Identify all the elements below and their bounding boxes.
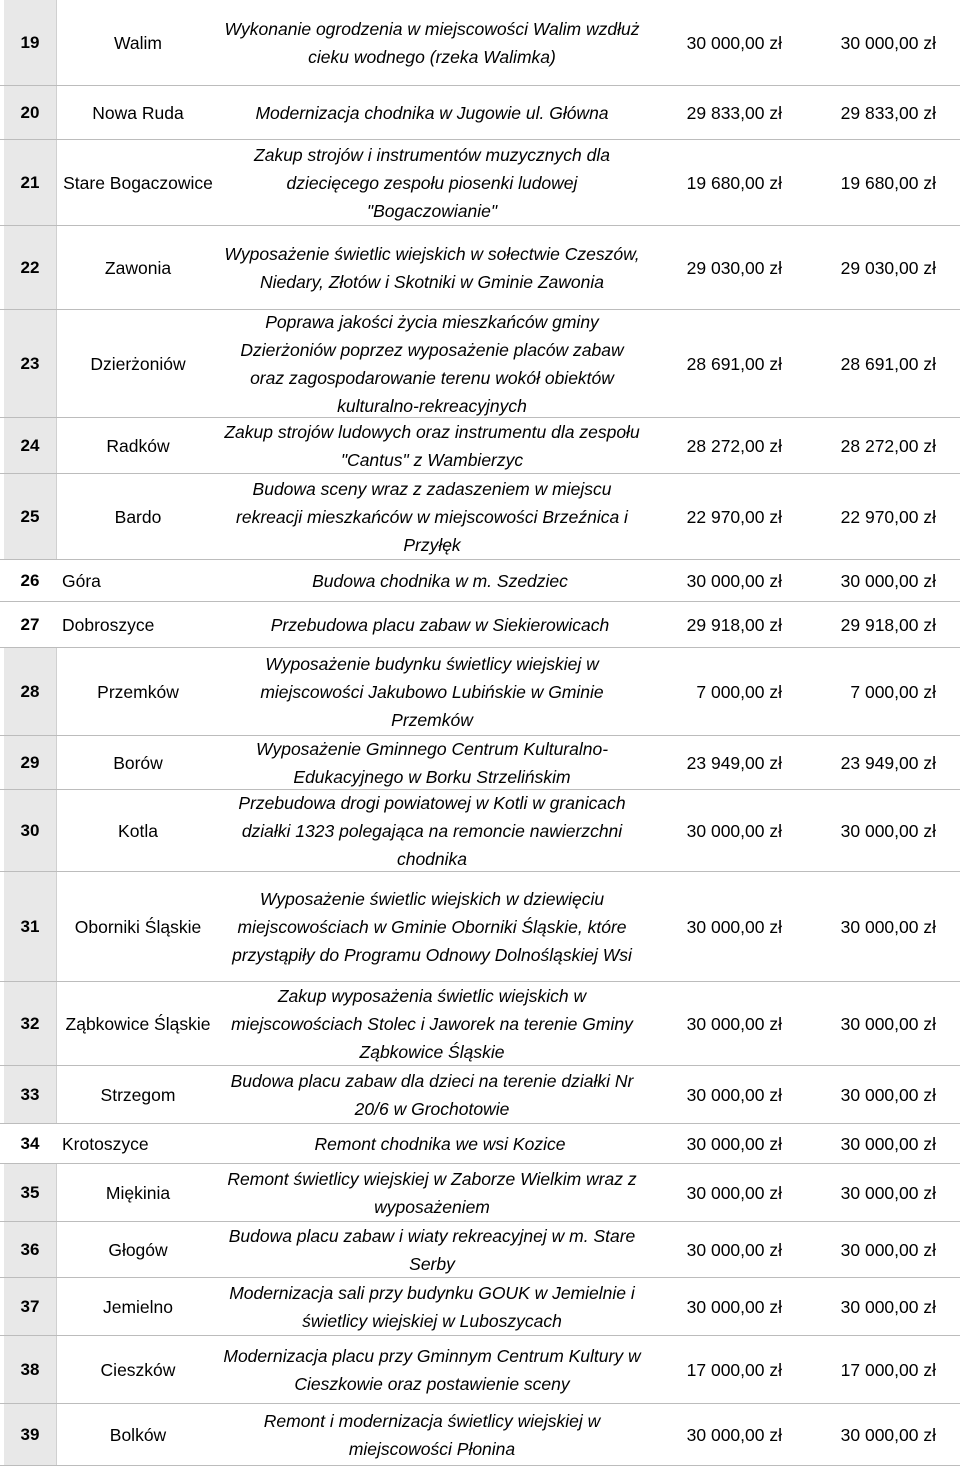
gmina-name <box>58 1336 218 1404</box>
row-number-text: 29 <box>20 753 40 772</box>
row-number <box>4 1124 56 1164</box>
row-number <box>4 474 56 560</box>
task-description-text: Budowa chodnika w m. Szedziec <box>312 571 568 591</box>
row-number <box>4 226 56 310</box>
row-number <box>4 0 56 86</box>
amount-granted <box>786 1164 936 1222</box>
task-description-text: Budowa placu zabaw dla dzieci na terenie działki Nr 20/6 w Grochotowie <box>230 1071 634 1119</box>
amount-requested-text: 30 000,00 zł <box>686 1297 782 1317</box>
table-row <box>0 1066 960 1124</box>
row-number-text: 31 <box>20 917 40 936</box>
amount-granted-text: 30 000,00 zł <box>840 917 936 937</box>
amount-granted <box>786 872 936 982</box>
amount-granted <box>786 982 936 1066</box>
amount-granted-text: 22 970,00 zł <box>840 507 936 527</box>
amount-granted <box>786 790 936 872</box>
amount-granted-text: 23 949,00 zł <box>840 753 936 773</box>
gmina-name <box>58 1278 218 1336</box>
gmina-name-text: Oborniki Śląskie <box>74 917 202 937</box>
task-description-text: Modernizacja sali przy budynku GOUK w Jemielnie i świetlicy wiejskiej w Luboszycach <box>229 1283 635 1331</box>
table-row <box>0 1404 960 1466</box>
task-description-text: Zakup wyposażenia świetlic wiejskich w miejscowościach Stolec i Jaworek na terenie Gminy Ząbkowice Śląskie <box>231 986 633 1062</box>
amount-granted <box>786 1222 936 1278</box>
amount-granted <box>786 474 936 560</box>
amount-granted <box>786 1066 936 1124</box>
table-row <box>0 310 960 418</box>
amount-granted <box>786 226 936 310</box>
row-number-text: 37 <box>20 1297 40 1316</box>
row-number-text: 38 <box>20 1360 40 1379</box>
task-description-text: Zakup strojów ludowych oraz instrumentu dla zespołu "Cantus" z Wambierzyc <box>224 422 640 470</box>
table-row <box>0 1278 960 1336</box>
gmina-name-text: Dobroszyce <box>62 615 155 635</box>
gmina-name <box>58 648 218 736</box>
amount-requested-text: 30 000,00 zł <box>686 1183 782 1203</box>
task-description <box>222 474 642 560</box>
amount-granted-text: 17 000,00 zł <box>840 1360 936 1380</box>
gmina-name-text: Zawonia <box>104 258 172 278</box>
amount-requested <box>640 982 782 1066</box>
task-description <box>222 0 642 86</box>
row-number-text: 30 <box>20 821 40 840</box>
table-row <box>0 418 960 474</box>
amount-granted <box>786 140 936 226</box>
amount-requested-text: 30 000,00 zł <box>686 571 782 591</box>
task-description-text: Budowa sceny wraz z zadaszeniem w miejscu rekreacji mieszkańców w miejscowości Brzeźnica i Przyłęk <box>236 479 628 555</box>
table-row <box>0 1222 960 1278</box>
amount-granted-text: 19 680,00 zł <box>840 173 936 193</box>
amount-requested <box>640 560 782 602</box>
gmina-name <box>58 982 218 1066</box>
gmina-name <box>58 1164 218 1222</box>
amount-granted <box>786 648 936 736</box>
task-description <box>222 1066 642 1124</box>
gmina-name-text: Bolków <box>109 1425 167 1445</box>
amount-granted-text: 30 000,00 zł <box>840 33 936 53</box>
amount-requested <box>640 1278 782 1336</box>
row-number <box>4 418 56 474</box>
task-description-text: Przebudowa drogi powiatowej w Kotli w granicach działki 1323 polegająca na remoncie nawierzchni chodnika <box>238 793 626 869</box>
amount-requested <box>640 310 782 418</box>
task-description-text: Wykonanie ogrodzenia w miejscowości Walim wzdłuż cieku wodnego (rzeka Walimka) <box>224 19 640 67</box>
table-row <box>0 474 960 560</box>
amount-requested-text: 30 000,00 zł <box>686 1240 782 1260</box>
gmina-name-text: Borów <box>113 753 163 773</box>
amount-granted-text: 28 691,00 zł <box>840 354 936 374</box>
amount-requested-text: 7 000,00 zł <box>696 682 782 702</box>
table-row <box>0 140 960 226</box>
gmina-name-text: Nowa Ruda <box>92 103 184 123</box>
table-row <box>0 982 960 1066</box>
task-description-text: Wyposażenie budynku świetlicy wiejskiej w miejscowości Jakubowo Lubińskie w Gminie Przemków <box>260 654 604 730</box>
amount-requested-text: 29 918,00 zł <box>686 615 782 635</box>
amount-requested-text: 30 000,00 zł <box>686 1014 782 1034</box>
amount-requested-text: 30 000,00 zł <box>686 821 782 841</box>
table-row <box>0 0 960 86</box>
gmina-name-text: Bardo <box>114 507 162 527</box>
task-description <box>230 560 650 602</box>
task-description-text: Wyposażenie świetlic wiejskich w dziewięciu miejscowościach w Gminie Oborniki Śląskie, które przystąpiły do Programu Odnowy Dolnośląskiej Wsi <box>232 889 632 965</box>
gmina-name-text: Cieszków <box>100 1360 176 1380</box>
task-description-text: Remont i modernizacja świetlicy wiejskiej w miejscowości Płonina <box>263 1411 601 1459</box>
gmina-name <box>58 86 218 140</box>
task-description <box>222 736 642 790</box>
amount-granted-text: 30 000,00 zł <box>840 571 936 591</box>
gmina-name <box>58 736 218 790</box>
gmina-name <box>62 1124 242 1164</box>
task-description <box>222 1404 642 1466</box>
amount-requested-text: 29 833,00 zł <box>686 103 782 123</box>
row-number-text: 21 <box>20 173 40 192</box>
row-number-text: 39 <box>20 1425 40 1444</box>
amount-granted-text: 30 000,00 zł <box>840 1014 936 1034</box>
table-row <box>0 1164 960 1222</box>
amount-granted <box>786 1404 936 1466</box>
amount-granted-text: 29 030,00 zł <box>840 258 936 278</box>
row-number <box>4 1222 56 1278</box>
amount-requested <box>640 1164 782 1222</box>
amount-requested-text: 30 000,00 zł <box>686 33 782 53</box>
row-number <box>4 602 56 648</box>
gmina-name-text: Góra <box>62 571 101 591</box>
gmina-name <box>58 0 218 86</box>
task-description-text: Wyposażenie świetlic wiejskich w sołectwie Czeszów, Niedary, Złotów i Skotniki w Gminie Zawonia <box>224 244 640 292</box>
amount-granted <box>786 1278 936 1336</box>
task-description <box>230 602 650 648</box>
gmina-name-text: Jemielno <box>102 1297 174 1317</box>
row-number-text: 25 <box>20 507 40 526</box>
amount-requested <box>640 140 782 226</box>
amount-requested-text: 30 000,00 zł <box>686 1134 782 1154</box>
row-number-text: 27 <box>20 615 40 634</box>
table-row <box>0 872 960 982</box>
row-number <box>4 86 56 140</box>
task-description-text: Modernizacja placu przy Gminnym Centrum Kultury w Cieszkowie oraz postawienie sceny <box>223 1346 641 1394</box>
task-description-text: Przebudowa placu zabaw w Siekierowicach <box>270 615 610 635</box>
amount-requested <box>640 1404 782 1466</box>
row-number <box>4 140 56 226</box>
amount-requested-text: 22 970,00 zł <box>686 507 782 527</box>
gmina-name-text: Walim <box>114 33 162 53</box>
row-number <box>4 790 56 872</box>
gmina-name-text: Ząbkowice Śląskie <box>65 1014 211 1034</box>
task-description <box>222 86 642 140</box>
row-number <box>4 1336 56 1404</box>
amount-granted <box>786 1124 936 1164</box>
amount-requested <box>640 736 782 790</box>
row-number-text: 20 <box>20 103 40 122</box>
row-number-text: 32 <box>20 1014 40 1033</box>
task-description-text: Budowa placu zabaw i wiaty rekreacyjnej w m. Stare Serby <box>228 1226 636 1274</box>
task-description-text: Poprawa jakości życia mieszkańców gminy Dzierżoniów poprzez wyposażenie placów zabaw oraz zagospodarowanie terenu wokół obiektów kulturalno-rekreacyjnych <box>240 312 624 416</box>
task-description <box>222 648 642 736</box>
gmina-name <box>58 474 218 560</box>
task-description-text: Remont świetlicy wiejskiej w Zaborze Wielkim wraz z wyposażeniem <box>227 1169 637 1217</box>
gmina-name-text: Kotla <box>118 821 158 841</box>
amount-requested-text: 17 000,00 zł <box>686 1360 782 1380</box>
amount-granted-text: 30 000,00 zł <box>840 1085 936 1105</box>
row-number <box>4 560 56 602</box>
amount-requested-text: 30 000,00 zł <box>686 917 782 937</box>
row-number <box>4 1066 56 1124</box>
row-number <box>4 1164 56 1222</box>
gmina-name <box>58 140 218 226</box>
row-number-text: 19 <box>20 33 40 52</box>
gmina-name <box>58 790 218 872</box>
gmina-name-text: Miękinia <box>105 1183 171 1203</box>
row-number-text: 24 <box>20 436 40 455</box>
amount-requested-text: 19 680,00 zł <box>686 173 782 193</box>
amount-requested <box>640 1124 782 1164</box>
task-description-text: Wyposażenie Gminnego Centrum Kulturalno-Edukacyjnego w Borku Strzelińskim <box>255 739 609 787</box>
amount-requested <box>640 1222 782 1278</box>
table-row <box>0 602 960 648</box>
amount-granted <box>786 0 936 86</box>
amount-granted-text: 30 000,00 zł <box>840 1297 936 1317</box>
amount-requested-text: 30 000,00 zł <box>686 1425 782 1445</box>
task-description <box>222 1278 642 1336</box>
gmina-name <box>58 226 218 310</box>
amount-requested <box>640 226 782 310</box>
task-description <box>222 226 642 310</box>
row-number-text: 33 <box>20 1085 40 1104</box>
amount-requested <box>640 1336 782 1404</box>
task-description <box>222 790 642 872</box>
task-description-text: Remont chodnika we wsi Kozice <box>314 1134 566 1154</box>
amount-requested <box>640 1066 782 1124</box>
amount-requested-text: 23 949,00 zł <box>686 753 782 773</box>
row-number-text: 35 <box>20 1183 40 1202</box>
row-number-text: 22 <box>20 258 40 277</box>
task-description <box>222 872 642 982</box>
gmina-name-text: Krotoszyce <box>62 1134 149 1154</box>
task-description <box>230 1124 650 1164</box>
task-description-text: Modernizacja chodnika w Jugowie ul. Główna <box>255 103 609 123</box>
row-number <box>4 872 56 982</box>
gmina-name <box>62 602 242 648</box>
table-row <box>0 736 960 790</box>
task-description <box>222 140 642 226</box>
amount-granted-text: 29 918,00 zł <box>840 615 936 635</box>
gmina-name <box>62 560 242 602</box>
row-number-text: 28 <box>20 682 40 701</box>
task-description <box>222 1222 642 1278</box>
amount-requested <box>640 648 782 736</box>
gmina-name <box>58 1066 218 1124</box>
amount-requested <box>640 872 782 982</box>
amount-requested <box>640 86 782 140</box>
amount-granted-text: 29 833,00 zł <box>840 103 936 123</box>
table-row <box>0 86 960 140</box>
amount-granted <box>786 602 936 648</box>
amount-granted-text: 30 000,00 zł <box>840 1240 936 1260</box>
amount-granted-text: 30 000,00 zł <box>840 821 936 841</box>
amount-granted-text: 30 000,00 zł <box>840 1134 936 1154</box>
gmina-name <box>58 418 218 474</box>
row-number <box>4 1404 56 1466</box>
table-row <box>0 1124 960 1164</box>
amount-granted-text: 7 000,00 zł <box>850 682 936 702</box>
row-number <box>4 310 56 418</box>
table-row <box>0 560 960 602</box>
amount-granted <box>786 736 936 790</box>
amount-requested-text: 28 691,00 zł <box>686 354 782 374</box>
gmina-name <box>58 1222 218 1278</box>
task-description <box>222 982 642 1066</box>
amount-granted-text: 28 272,00 zł <box>840 436 936 456</box>
task-description <box>222 1164 642 1222</box>
gmina-name-text: Głogów <box>108 1240 168 1260</box>
row-number-text: 26 <box>20 571 40 590</box>
task-description <box>222 310 642 418</box>
table-row <box>0 790 960 872</box>
gmina-name-text: Radków <box>106 436 170 456</box>
amount-granted <box>786 560 936 602</box>
amount-granted <box>786 86 936 140</box>
task-description <box>222 418 642 474</box>
amount-requested-text: 30 000,00 zł <box>686 1085 782 1105</box>
table-row <box>0 1336 960 1404</box>
gmina-name-text: Przemków <box>97 682 179 702</box>
gmina-name <box>58 1404 218 1466</box>
amount-granted <box>786 1336 936 1404</box>
amount-granted <box>786 418 936 474</box>
amount-requested <box>640 790 782 872</box>
row-number-text: 23 <box>20 354 40 373</box>
row-number <box>4 982 56 1066</box>
row-number <box>4 648 56 736</box>
amount-requested-text: 29 030,00 zł <box>686 258 782 278</box>
task-description <box>222 1336 642 1404</box>
amount-granted <box>786 310 936 418</box>
amount-requested <box>640 474 782 560</box>
amount-requested <box>640 418 782 474</box>
gmina-name <box>58 872 218 982</box>
row-number <box>4 1278 56 1336</box>
amount-requested <box>640 602 782 648</box>
row-number-text: 34 <box>20 1134 40 1153</box>
amount-requested-text: 28 272,00 zł <box>686 436 782 456</box>
row-number-text: 36 <box>20 1240 40 1259</box>
gmina-name-text: Strzegom <box>100 1085 176 1105</box>
task-description-text: Zakup strojów i instrumentów muzycznych dla dziecięcego zespołu piosenki ludowej "Bogaczowianie" <box>254 145 610 221</box>
gmina-name-text: Dzierżoniów <box>90 354 186 374</box>
amount-requested <box>640 0 782 86</box>
gmina-name-text: Stare Bogaczowice <box>63 173 213 193</box>
amount-granted-text: 30 000,00 zł <box>840 1183 936 1203</box>
row-number <box>4 736 56 790</box>
table-row <box>0 226 960 310</box>
amount-granted-text: 30 000,00 zł <box>840 1425 936 1445</box>
table-row <box>0 648 960 736</box>
gmina-name <box>58 310 218 418</box>
